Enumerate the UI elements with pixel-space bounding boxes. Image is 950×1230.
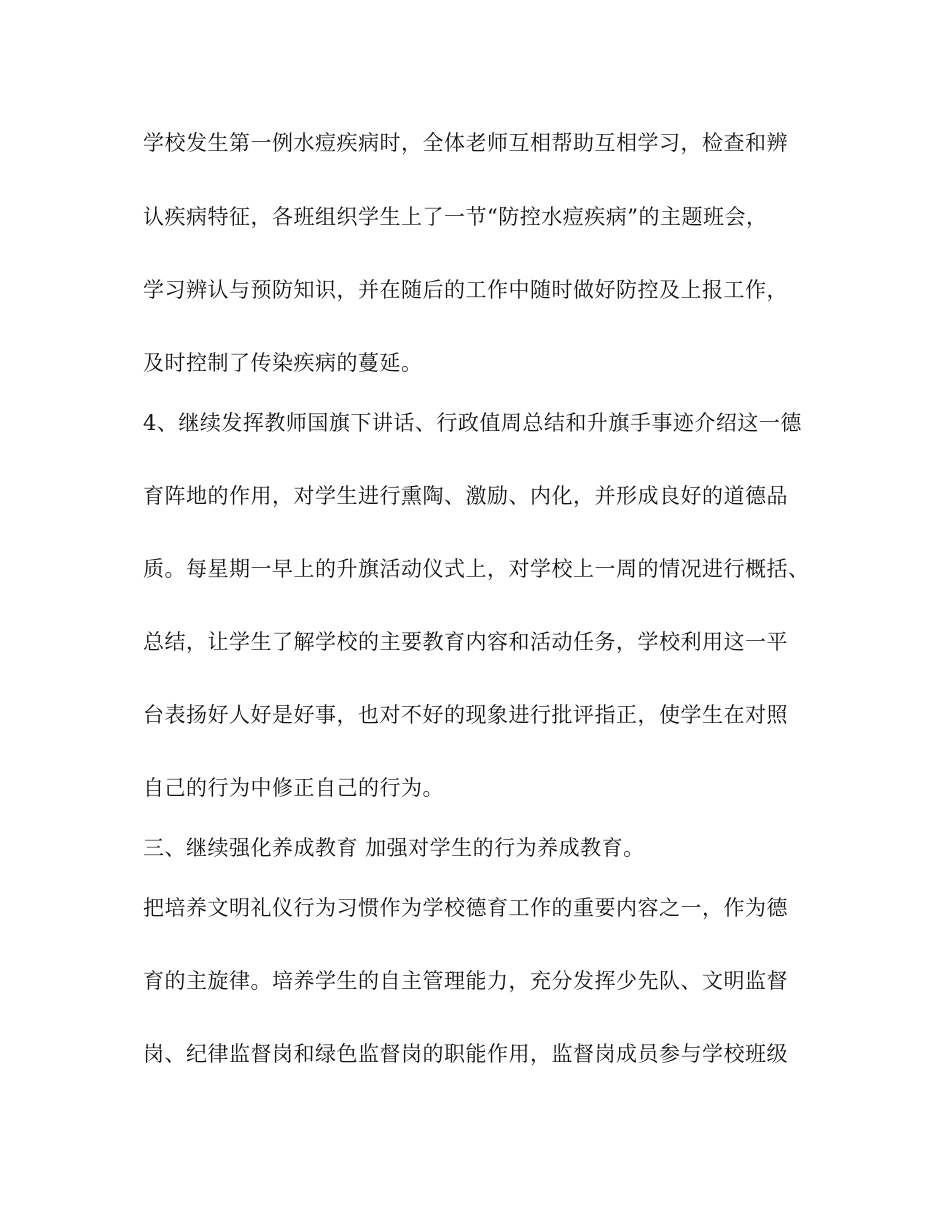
text-line: 育阵地的作用，对学生进行熏陶、激励、内化，并形成良好的道德品: [143, 484, 788, 508]
text-line: 认疾病特征，各班组织学生上了一节“防控水痘疾病”的主题班会，: [143, 205, 768, 229]
text-line: 4、继续发挥教师国旗下讲话、行政值周总结和升旗手事迹介绍这一德: [143, 411, 802, 435]
text-line: 岗、纪律监督岗和绿色监督岗的职能作用，监督岗成员参与学校班级: [143, 1042, 788, 1066]
text-line: 自己的行为中修正自己的行为。: [143, 776, 444, 800]
text-line: 总结，让学生了解学校的主要教育内容和活动任务，学校利用这一平: [143, 630, 788, 654]
text-line: 质。每星期一早上的升旗活动仪式上，对学校上一周的情况进行概括、: [143, 557, 810, 581]
text-line: 学校发生第一例水痘疾病时，全体老师互相帮助互相学习，检查和辨: [143, 131, 788, 155]
text-line: 学习辨认与预防知识，并在随后的工作中随时做好防控及上报工作，: [143, 278, 788, 302]
text-line: 育的主旋律。培养学生的自主管理能力，充分发挥少先队、文明监督: [143, 969, 788, 993]
text-line: 把培养文明礼仪行为习惯作为学校德育工作的重要内容之一，作为德: [143, 896, 788, 920]
text-line: 及时控制了传染疾病的蔓延。: [143, 351, 423, 375]
text-line: 台表扬好人好是好事，也对不好的现象进行批评指正，使学生在对照: [143, 703, 788, 727]
section-heading: 三、继续强化养成教育 加强对学生的行为养成教育。: [143, 836, 645, 860]
